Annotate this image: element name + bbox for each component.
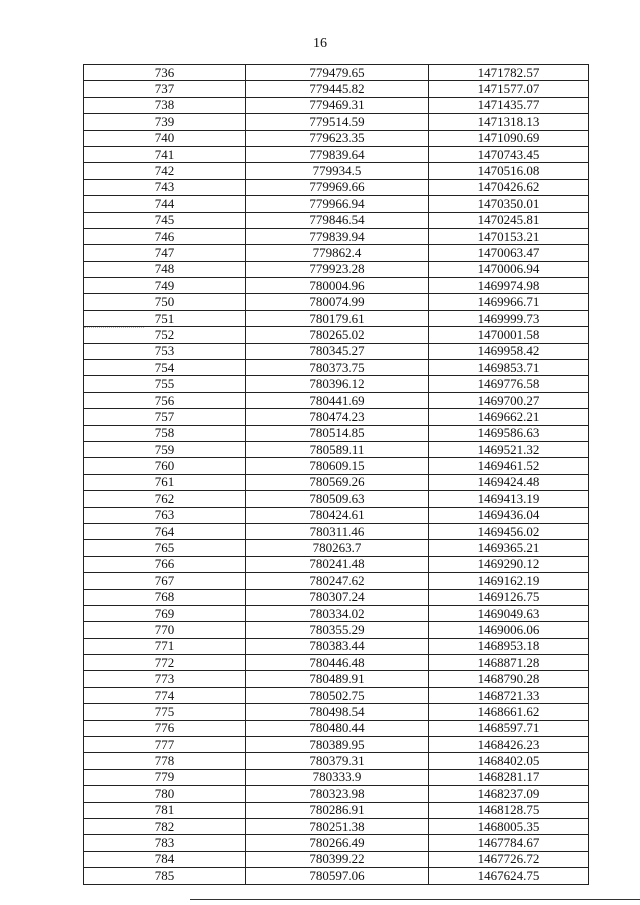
x-coordinate-cell: 779479.65: [246, 65, 429, 81]
point-number-cell: 785: [84, 868, 246, 884]
x-coordinate-cell: 779934.5: [246, 163, 429, 179]
y-coordinate-cell: 1470743.45: [429, 146, 589, 162]
point-number-cell: 775: [84, 704, 246, 720]
x-coordinate-cell: 780489.91: [246, 671, 429, 687]
point-number-cell: 751: [84, 310, 246, 326]
table-row: [84, 474, 589, 490]
x-coordinate-cell: 780241.48: [246, 556, 429, 572]
x-coordinate-cell: 779966.94: [246, 196, 429, 212]
x-coordinate-cell: 780474.23: [246, 409, 429, 425]
table-row: [84, 65, 589, 81]
point-number-cell: 746: [84, 228, 246, 244]
y-coordinate-cell: 1470245.81: [429, 212, 589, 228]
point-number-cell: 741: [84, 146, 246, 162]
table-row: [84, 622, 589, 638]
x-coordinate-cell: 780396.12: [246, 376, 429, 392]
x-coordinate-cell: 780251.38: [246, 818, 429, 834]
x-coordinate-cell: 780334.02: [246, 605, 429, 621]
table-row: [84, 212, 589, 228]
page-number: 16: [313, 36, 327, 51]
y-coordinate-cell: 1468426.23: [429, 737, 589, 753]
x-coordinate-cell: 779969.66: [246, 179, 429, 195]
table-row: [84, 573, 589, 589]
y-coordinate-cell: 1470516.08: [429, 163, 589, 179]
y-coordinate-cell: 1469006.06: [429, 622, 589, 638]
point-number-cell: 770: [84, 622, 246, 638]
table-row: [84, 671, 589, 687]
x-coordinate-cell: 780355.29: [246, 622, 429, 638]
x-coordinate-cell: 780498.54: [246, 704, 429, 720]
x-coordinate-cell: 779469.31: [246, 97, 429, 113]
x-coordinate-cell: 779862.4: [246, 245, 429, 261]
x-coordinate-cell: 780286.91: [246, 802, 429, 818]
y-coordinate-cell: 1470153.21: [429, 228, 589, 244]
y-coordinate-cell: 1471782.57: [429, 65, 589, 81]
x-coordinate-cell: 780569.26: [246, 474, 429, 490]
x-coordinate-cell: 780004.96: [246, 278, 429, 294]
point-number-cell: 737: [84, 81, 246, 97]
point-number-cell: 761: [84, 474, 246, 490]
coordinates-table-body: [84, 65, 589, 885]
y-coordinate-cell: 1469290.12: [429, 556, 589, 572]
point-number-cell: 784: [84, 851, 246, 867]
y-coordinate-cell: 1471318.13: [429, 114, 589, 130]
point-number-cell: 760: [84, 458, 246, 474]
x-coordinate-cell: 780480.44: [246, 720, 429, 736]
y-coordinate-cell: 1468005.35: [429, 818, 589, 834]
table-row: [84, 704, 589, 720]
table-row: [84, 458, 589, 474]
x-coordinate-cell: 779623.35: [246, 130, 429, 146]
point-number-cell: 749: [84, 278, 246, 294]
x-coordinate-cell: 780389.95: [246, 737, 429, 753]
point-number-cell: 769: [84, 605, 246, 621]
y-coordinate-cell: 1468790.28: [429, 671, 589, 687]
x-coordinate-cell: 780074.99: [246, 294, 429, 310]
table-row: [84, 278, 589, 294]
y-coordinate-cell: 1469974.98: [429, 278, 589, 294]
point-number-cell: 772: [84, 655, 246, 671]
x-coordinate-cell: 780323.98: [246, 786, 429, 802]
point-number-cell: 738: [84, 97, 246, 113]
x-coordinate-cell: 780446.48: [246, 655, 429, 671]
x-coordinate-cell: 780597.06: [246, 868, 429, 884]
y-coordinate-cell: 1468281.17: [429, 769, 589, 785]
point-number-cell: 762: [84, 491, 246, 507]
x-coordinate-cell: 779445.82: [246, 81, 429, 97]
y-coordinate-cell: 1469049.63: [429, 605, 589, 621]
bottom-rule: [190, 899, 640, 900]
y-coordinate-cell: 1469413.19: [429, 491, 589, 507]
point-number-cell: 763: [84, 507, 246, 523]
x-coordinate-cell: 779846.54: [246, 212, 429, 228]
table-row: [84, 835, 589, 851]
y-coordinate-cell: 1470001.58: [429, 327, 589, 343]
table-row: [84, 376, 589, 392]
y-coordinate-cell: 1469586.63: [429, 425, 589, 441]
table-row: [84, 589, 589, 605]
point-number-cell: 740: [84, 130, 246, 146]
y-coordinate-cell: 1467726.72: [429, 851, 589, 867]
y-coordinate-cell: 1470063.47: [429, 245, 589, 261]
y-coordinate-cell: 1468661.62: [429, 704, 589, 720]
y-coordinate-cell: 1467624.75: [429, 868, 589, 884]
y-coordinate-cell: 1468402.05: [429, 753, 589, 769]
x-coordinate-cell: 780263.7: [246, 540, 429, 556]
table-row: [84, 737, 589, 753]
table-row: [84, 523, 589, 539]
table-row: [84, 81, 589, 97]
point-number-cell: 752: [84, 327, 246, 343]
y-coordinate-cell: 1467784.67: [429, 835, 589, 851]
x-coordinate-cell: 780179.61: [246, 310, 429, 326]
point-number-cell: 758: [84, 425, 246, 441]
table-row: [84, 114, 589, 130]
y-coordinate-cell: 1468871.28: [429, 655, 589, 671]
x-coordinate-cell: 780383.44: [246, 638, 429, 654]
y-coordinate-cell: 1469958.42: [429, 343, 589, 359]
point-number-cell: 779: [84, 769, 246, 785]
point-number-cell: 764: [84, 523, 246, 539]
point-number-cell: 739: [84, 114, 246, 130]
point-number-cell: 748: [84, 261, 246, 277]
point-number-cell: 771: [84, 638, 246, 654]
y-coordinate-cell: 1469700.27: [429, 392, 589, 408]
point-number-cell: 767: [84, 573, 246, 589]
table-row: [84, 720, 589, 736]
y-coordinate-cell: 1469966.71: [429, 294, 589, 310]
scan-artifact: [84, 327, 144, 329]
y-coordinate-cell: 1470350.01: [429, 196, 589, 212]
table-row: [84, 638, 589, 654]
table-row: [84, 179, 589, 195]
point-number-cell: 778: [84, 753, 246, 769]
point-number-cell: 750: [84, 294, 246, 310]
x-coordinate-cell: 780379.31: [246, 753, 429, 769]
x-coordinate-cell: 780509.63: [246, 491, 429, 507]
y-coordinate-cell: 1468237.09: [429, 786, 589, 802]
x-coordinate-cell: 780266.49: [246, 835, 429, 851]
point-number-cell: 783: [84, 835, 246, 851]
point-number-cell: 747: [84, 245, 246, 261]
y-coordinate-cell: 1468953.18: [429, 638, 589, 654]
table-row: [84, 687, 589, 703]
table-row: [84, 409, 589, 425]
point-number-cell: 759: [84, 441, 246, 457]
point-number-cell: 776: [84, 720, 246, 736]
y-coordinate-cell: 1471577.07: [429, 81, 589, 97]
table-row: [84, 261, 589, 277]
point-number-cell: 743: [84, 179, 246, 195]
y-coordinate-cell: 1469776.58: [429, 376, 589, 392]
table-row: [84, 851, 589, 867]
table-row: [84, 294, 589, 310]
x-coordinate-cell: 780514.85: [246, 425, 429, 441]
table-row: [84, 245, 589, 261]
y-coordinate-cell: 1468597.71: [429, 720, 589, 736]
table-row: [84, 786, 589, 802]
x-coordinate-cell: 779839.64: [246, 146, 429, 162]
y-coordinate-cell: 1469521.32: [429, 441, 589, 457]
y-coordinate-cell: 1469424.48: [429, 474, 589, 490]
point-number-cell: 777: [84, 737, 246, 753]
point-number-cell: 773: [84, 671, 246, 687]
x-coordinate-cell: 780311.46: [246, 523, 429, 539]
point-number-cell: 766: [84, 556, 246, 572]
point-number-cell: 754: [84, 360, 246, 376]
point-number-cell: 768: [84, 589, 246, 605]
point-number-cell: 780: [84, 786, 246, 802]
table-row: [84, 228, 589, 244]
table-row: [84, 769, 589, 785]
y-coordinate-cell: 1470006.94: [429, 261, 589, 277]
x-coordinate-cell: 780373.75: [246, 360, 429, 376]
table-row: [84, 556, 589, 572]
x-coordinate-cell: 780345.27: [246, 343, 429, 359]
table-row: [84, 491, 589, 507]
point-number-cell: 774: [84, 687, 246, 703]
y-coordinate-cell: 1469461.52: [429, 458, 589, 474]
x-coordinate-cell: 780307.24: [246, 589, 429, 605]
table-row: [84, 605, 589, 621]
x-coordinate-cell: 779514.59: [246, 114, 429, 130]
x-coordinate-cell: 779923.28: [246, 261, 429, 277]
table-row: [84, 327, 589, 343]
x-coordinate-cell: 780399.22: [246, 851, 429, 867]
x-coordinate-cell: 780424.61: [246, 507, 429, 523]
table-row: [84, 507, 589, 523]
y-coordinate-cell: 1469853.71: [429, 360, 589, 376]
y-coordinate-cell: 1469365.21: [429, 540, 589, 556]
coordinates-table: [83, 64, 589, 885]
point-number-cell: 756: [84, 392, 246, 408]
x-coordinate-cell: 780265.02: [246, 327, 429, 343]
y-coordinate-cell: 1470426.62: [429, 179, 589, 195]
table-row: [84, 392, 589, 408]
y-coordinate-cell: 1471435.77: [429, 97, 589, 113]
y-coordinate-cell: 1469436.04: [429, 507, 589, 523]
x-coordinate-cell: 780333.9: [246, 769, 429, 785]
point-number-cell: 781: [84, 802, 246, 818]
table-row: [84, 441, 589, 457]
point-number-cell: 757: [84, 409, 246, 425]
point-number-cell: 765: [84, 540, 246, 556]
y-coordinate-cell: 1468128.75: [429, 802, 589, 818]
table-row: [84, 163, 589, 179]
y-coordinate-cell: 1471090.69: [429, 130, 589, 146]
x-coordinate-cell: 780609.15: [246, 458, 429, 474]
x-coordinate-cell: 780589.11: [246, 441, 429, 457]
point-number-cell: 742: [84, 163, 246, 179]
x-coordinate-cell: 780502.75: [246, 687, 429, 703]
point-number-cell: 782: [84, 818, 246, 834]
table-row: [84, 425, 589, 441]
y-coordinate-cell: 1468721.33: [429, 687, 589, 703]
point-number-cell: 753: [84, 343, 246, 359]
y-coordinate-cell: 1469662.21: [429, 409, 589, 425]
y-coordinate-cell: 1469999.73: [429, 310, 589, 326]
table-row: [84, 196, 589, 212]
table-row: [84, 130, 589, 146]
table-row: [84, 802, 589, 818]
table-row: [84, 360, 589, 376]
x-coordinate-cell: 780441.69: [246, 392, 429, 408]
point-number-cell: 744: [84, 196, 246, 212]
table-row: [84, 146, 589, 162]
y-coordinate-cell: 1469456.02: [429, 523, 589, 539]
table-row: [84, 540, 589, 556]
y-coordinate-cell: 1469126.75: [429, 589, 589, 605]
table-row: [84, 753, 589, 769]
point-number-cell: 755: [84, 376, 246, 392]
table-row: [84, 655, 589, 671]
table-row: [84, 868, 589, 884]
table-row: [84, 97, 589, 113]
y-coordinate-cell: 1469162.19: [429, 573, 589, 589]
table-row: [84, 818, 589, 834]
point-number-cell: 736: [84, 65, 246, 81]
x-coordinate-cell: 779839.94: [246, 228, 429, 244]
x-coordinate-cell: 780247.62: [246, 573, 429, 589]
point-number-cell: 745: [84, 212, 246, 228]
table-row: [84, 310, 589, 326]
table-row: [84, 343, 589, 359]
